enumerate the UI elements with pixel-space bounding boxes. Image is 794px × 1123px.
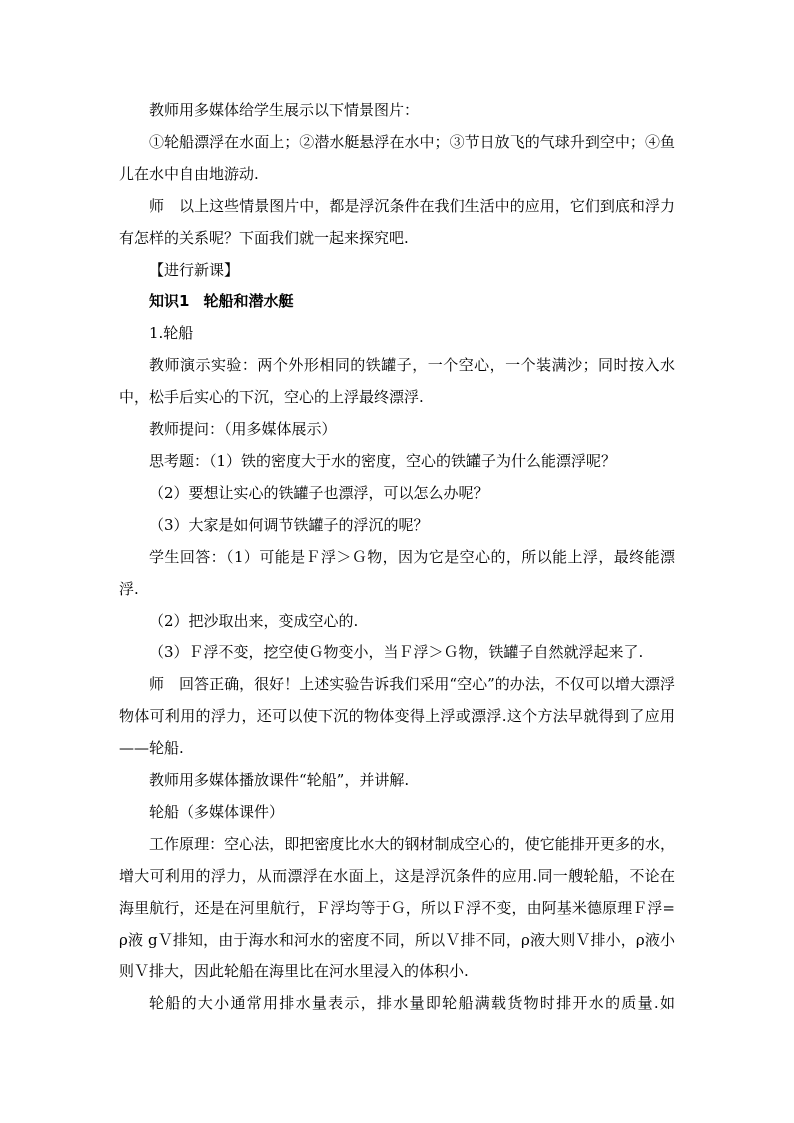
answer-2: （2）把沙取出来，变成空心的. [149,611,359,630]
courseware-title: 轮船（多媒体课件） [149,802,285,821]
intro-paragraph-2: ①轮船漂浮在水面上；②潜水艇悬浮在水中；③节日放飞的气球升到空中；④鱼儿在水中自由地游动. [119,132,675,183]
document-page [119,95,675,1020]
courseware-intro: 教师用多媒体播放课件“轮船”，并讲解. [149,771,410,790]
question-2: （2）要想让实心的铁罐子也漂浮，可以怎么办呢？ [149,483,489,502]
subsection-title: 1.轮船 [149,324,194,343]
section-label: 知识1 [149,292,190,311]
experiment-paragraph: 教师演示实验：两个外形相同的铁罐子，一个空心，一个装满沙；同时按入水中，松手后实心的下沉，空心的上浮最终漂浮. [119,356,675,407]
answer-3: （3）Ｆ浮不变，挖空使Ｇ物变小，当Ｆ浮＞Ｇ物，铁罐子自然就浮起来了. [149,643,644,662]
question-1: 思考题：（1）铁的密度大于水的密度，空心的铁罐子为什么能漂浮呢？ [149,451,617,470]
displacement-paragraph: 轮船的大小通常用排水量表示，排水量即轮船满载货物时排开水的质量.如 [149,994,675,1013]
question-3: （3）大家是如何调节铁罐子的浮沉的呢？ [149,515,429,534]
section-heading [119,286,675,318]
section-title: 轮船和潜水艇 [203,292,294,311]
teacher-question-intro: 教师提问：（用多媒体展示） [149,420,337,439]
intro-paragraph-1: 教师用多媒体给学生展示以下情景图片： [149,101,420,119]
working-principle: 工作原理：空心法，即把密度比水大的钢材制成空心的，使它能排开更多的水，增大可利用的浮力，从而漂浮在水面上，这是浮沉条件的应用.同一艘轮船，不论在海里航行，还是在河里航行，Ｆ浮均等于Ｇ，所以Ｆ浮不变，由阿基米德原理Ｆ浮=ρ液 gＶ排知，由于海水和河水的密度不同，所以Ｖ排不同，ρ液大则Ｖ排小，ρ液小则Ｖ排大，因此轮船在海里比在河水里浸入的体积小. [119,834,675,981]
teacher-comment: 师 回答正确，很好！上述实验告诉我们采用“空心”的办法，不仅可以增大漂浮物体可利用的浮力，还可以使下沉的物体变得上浮或漂浮.这个方法早就得到了应用——轮船. [119,675,675,758]
answer-1: 学生回答：（1）可能是Ｆ浮＞Ｇ物，因为它是空心的，所以能上浮，最终能漂浮. [119,547,675,598]
intro-paragraph-3: 师 以上这些情景图片中，都是浮沉条件在我们生活中的应用，它们到底和浮力有怎样的关系呢？下面我们就一起来探究吧. [119,196,675,247]
section-marker: 【进行新课】 [149,260,240,279]
